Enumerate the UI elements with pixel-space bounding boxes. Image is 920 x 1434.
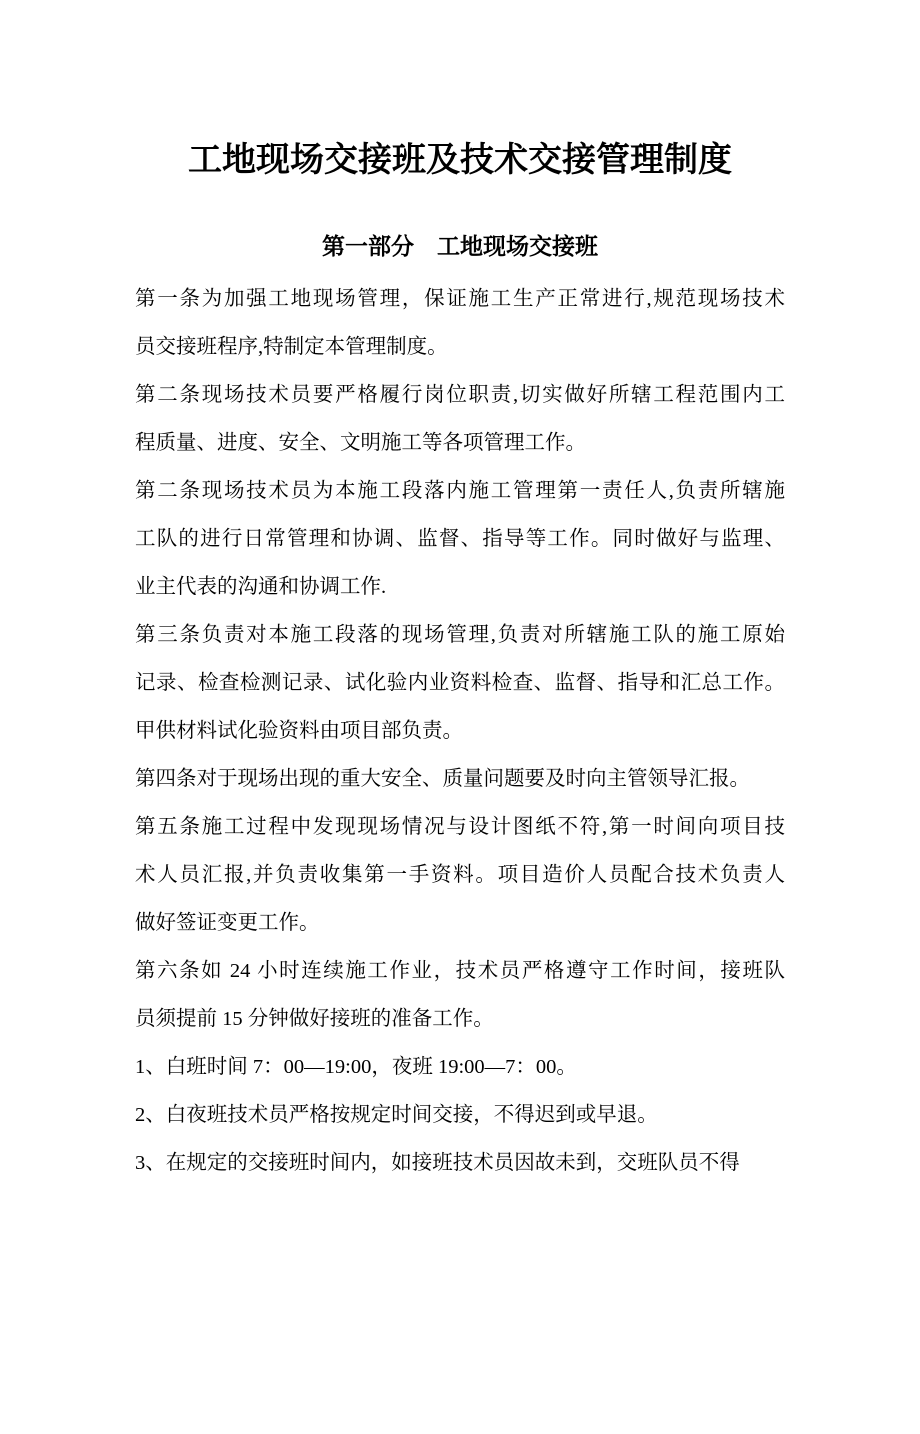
text-line: 第五条施工过程中发现现场情况与设计图纸不符,第一时间向项目技 — [135, 816, 785, 838]
text-line: 记录、检查检测记录、试化验内业资料检查、监督、指导和汇总工作。 — [135, 672, 785, 694]
document-page — [135, 132, 785, 1187]
text-line: 员交接班程序,特制定本管理制度。 — [135, 336, 448, 358]
text-line: 第二条现场技术员为本施工段落内施工管理第一责任人,负责所辖施 — [135, 480, 785, 502]
section-heading: 第一部分 工地现场交接班 — [322, 234, 598, 259]
text-line: 术人员汇报,并负责收集第一手资料。项目造价人员配合技术负责人 — [135, 864, 785, 886]
text-line: 第二条现场技术员要严格履行岗位职责,切实做好所辖工程范围内工 — [135, 384, 785, 406]
text-line: 第六条如 24 小时连续施工作业，技术员严格遵守工作时间，接班队 — [135, 960, 785, 982]
text-line: 第一条为加强工地现场管理，保证施工生产正常进行,规范现场技术 — [135, 288, 785, 310]
text-line: 第四条对于现场出现的重大安全、质量问题要及时向主管领导汇报。 — [135, 768, 750, 790]
text-line: 第三条负责对本施工段落的现场管理,负责对所辖施工队的施工原始 — [135, 624, 785, 646]
text-line: 程质量、进度、安全、文明施工等各项管理工作。 — [135, 432, 586, 454]
text-line: 做好签证变更工作。 — [135, 912, 320, 934]
text-line: 员须提前 15 分钟做好接班的准备工作。 — [135, 1008, 494, 1030]
text-line: 甲供材料试化验资料由项目部负责。 — [135, 720, 463, 742]
text-line: 2、白夜班技术员严格按规定时间交接，不得迟到或早退。 — [135, 1104, 658, 1126]
text-line: 工队的进行日常管理和协调、监督、指导等工作。同时做好与监理、 — [135, 528, 785, 550]
document-title: 工地现场交接班及技术交接管理制度 — [188, 142, 732, 179]
text-line: 1、白班时间 7：00—19:00，夜班 19:00—7：00。 — [135, 1056, 577, 1078]
document-body — [135, 275, 785, 1187]
text-line: 业主代表的沟通和协调工作. — [135, 576, 387, 598]
text-line: 3、在规定的交接班时间内，如接班技术员因故未到，交班队员不得 — [135, 1152, 740, 1174]
